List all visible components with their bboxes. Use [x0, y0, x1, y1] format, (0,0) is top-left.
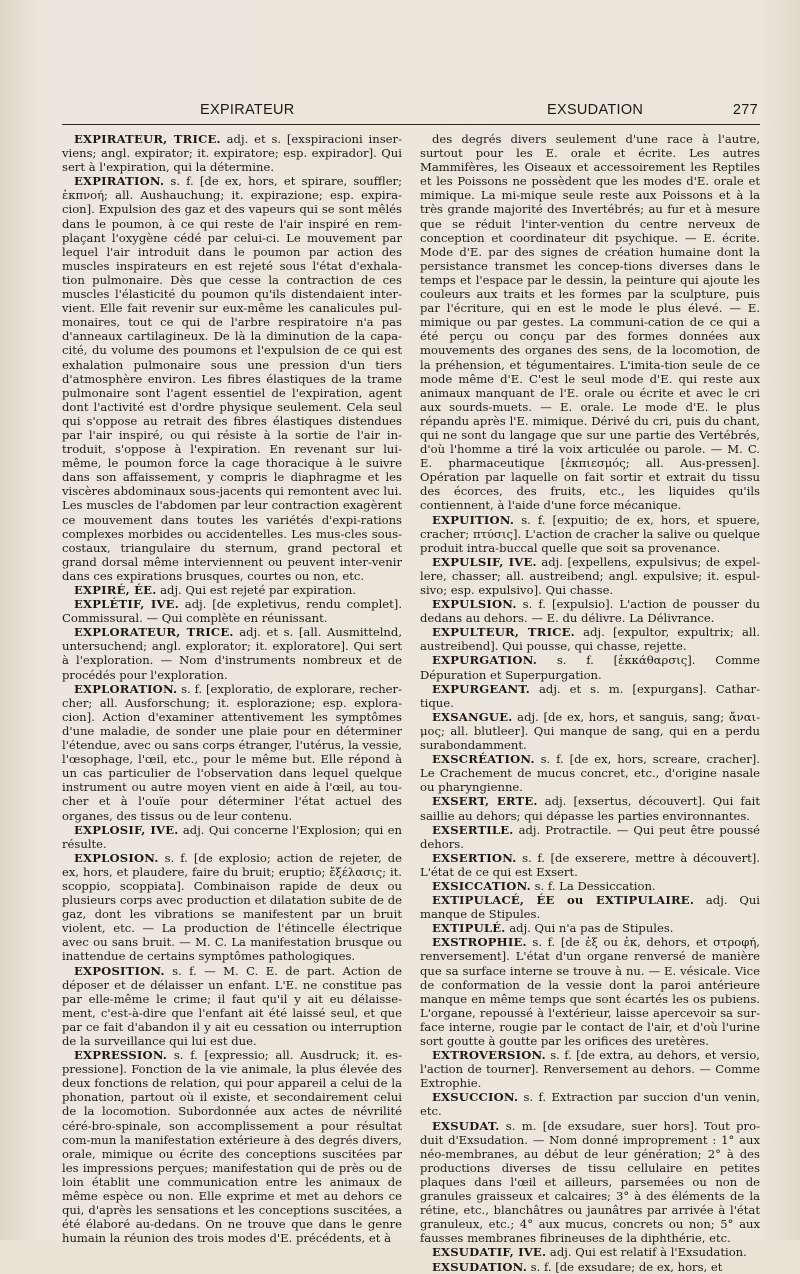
dictionary-entry	[420, 1090, 760, 1118]
entry-headword: EXPURGEANT.	[432, 681, 530, 696]
entry-text: adj. Qui concerne l'Explosion; qui en résulte.	[62, 822, 403, 851]
entry-text: adj. [expultor, expultrix; all. austreibend]. Qui pousse, qui chasse, rejette.	[420, 625, 760, 654]
entry-text: s. f. [de ἐξ ou ἐκ, dehors, et στροφή, renversement]. L'état d'un organe renversé de manière que sa surface interne se trouve à nu. — E. vésicale. Vice de conformation de la vessie dont la paroi antérieure manque en même temps que sont écartés les os pubiens. L'organe, repoussé à l'extérieur, laisse apercevoir sa sur-face interne, rougie par le contact de l'air, et d'où l'urine sort goutte à goutte par les orifices des uretères.	[420, 935, 760, 1048]
dictionary-entry	[62, 597, 402, 625]
entry-headword: EXPIRATEUR, TRICE.	[74, 132, 221, 146]
entry-text: s. f. [exploratio, de explorare, recher-cher; all. Ausforschung; it. esplorazione; esp. explora-cion]. Action d'examiner attentivement les symptômes d'une maladie, de sonder une plaie pour en déterminer l'étendue, avec ou sans corps étranger, l'utérus, la vessie, l'œsophage, l'œil, etc., pour le même but. Elle répond à un cas particulier de l'observation dans lequel quelque instrument ou autre moyen vient en aide à l'œil, au tou-cher et à l'ouïe pour déterminer l'état actuel des organes, des tissus ou de leur contenu.	[62, 681, 402, 823]
entry-headword: EXSERT, ERTE.	[432, 794, 538, 809]
left-column	[62, 132, 403, 1246]
right-running-headword: EXSUDATION	[547, 102, 644, 118]
dictionary-entry	[62, 964, 402, 1049]
entry-text: s. f. [de exsudare; de ex, hors, et	[530, 1259, 723, 1274]
entry-headword: EXSUDATIF, IVE.	[432, 1245, 547, 1260]
entry-text: adj. Qui manque de Stipules.	[420, 893, 760, 922]
dictionary-entry	[420, 935, 760, 1048]
entry-text: s. m. [de exsudare, suer hors]. Tout pro-duit d'Exsudation. — Nom donné improprement : 1° aux néo-membranes, au début de leur génération; 2° à des productions diverses de tissu cellulaire en petites plaques dans l'œil et ailleurs, parsemées ou non de granules graisseux et calcaires; 3° à des éléments de la rétine, etc., blanchâtres ou jaunâtres par arrivée à l'état granuleux, etc.; 4° aux mucus, concrets ou non; 5° aux fausses membranes fibrineuses de la diphthérie, etc.	[420, 1118, 760, 1246]
right-column	[420, 132, 761, 1274]
dictionary-entry	[62, 625, 402, 681]
dictionary-entry	[420, 1048, 760, 1090]
entry-text: des degrés divers seulement d'une race à l'autre, surtout pour les E. orale et écrite. Les autres Mammifères, les Oiseaux et accessoirement les Reptiles et les Poissons ne possèdent que les modes d'E. orale et mimique. La mi-mique seule reste aux Poissons et à la très grande majorité des Invertébrés; au fur et à mesure que se réduit l'inter-vention du centre nerveux de conception et coordinateur dit psychique. — E. écrite. Mode d'E. par des signes de création humaine dont la persistance transmet les concep-tions diverses dans le temps et l'espace par le dessin, la peinture qui ajoute les couleurs aux traits et les formes par la sculpture, puis par l'écriture, qui en est le mode le plus élevé. — E. mimique ou par gestes. La communi-cation de ce qui a été perçu ou conçu par des formes données aux mouvements des organes des sens, de la locomotion, de la préhension, et tégumentaires. L'imita-tion seule de ce mode même d'E. C'est le seul mode d'E. qui reste aux animaux manquant de l'E. orale ou écrite et avec le cri aux sourds-muets. — E. orale. Le mode d'E. le plus répandu après l'E. mimique. Dérivé du cri, puis du chant, qui ne sont du langage que sur une partie des Vertébrés, d'où l'homme a tiré la voix articulée ou parole. — M. C. E. pharmaceutique [ἐκπιεσμός; all. Aus-pressen]. Opération par laquelle on fait sortir et extrait du tissu des écorces, des fruits, etc., les liquides qu'ils contiennent, à l'aide d'une force mécanique.	[420, 132, 760, 513]
entry-headword: EXPRESSION.	[74, 1048, 168, 1063]
entry-text: adj. et s. [exspiracioni inser-viens; angl. expirator; it. expiratore; esp. expirador]. Qui sert à l'expiration, qui la détermine.	[62, 132, 403, 175]
entry-headword: EXTIPULACÉ, ÉE ou EXTIPULAIRE.	[432, 893, 695, 908]
dictionary-entry	[62, 823, 402, 851]
entry-text: s. f. [ἐκκάθαρσις]. Comme Dépuration et Superpurgation.	[420, 653, 760, 682]
entry-text: s. f. [expulsio]. L'action de pousser du dedans au dehors. — E. du délivre. La Délivrance.	[420, 597, 761, 626]
entry-text: adj. Qui n'a pas de Stipules.	[509, 921, 674, 936]
dictionary-entry	[420, 132, 760, 513]
entry-text: s. f. — M. C. E. de part. Action de déposer et de délaisser un enfant. L'E. ne constitue pas par elle-même le crime; il faut qu'il y ait eu délaisse-ment, c'est-à-dire que l'enfant ait été laissé seul, et que par ce fait d'abandon il y ait eu cessation ou interruption de la surveillance qui lui est due.	[62, 963, 402, 1048]
dictionary-entry	[420, 710, 760, 752]
entry-headword: EXPIRATION.	[74, 174, 165, 189]
dictionary-entry	[420, 653, 760, 681]
entry-headword: EXSUDATION.	[432, 1259, 527, 1274]
dictionary-entry	[420, 625, 760, 653]
entry-text: adj. Qui est rejeté par expiration.	[160, 583, 357, 597]
entry-text: s. f. Extraction par succion d'un venin, etc.	[420, 1090, 760, 1119]
dictionary-entry	[420, 921, 760, 935]
entry-headword: EXPULSION.	[432, 597, 517, 612]
page-number: 277	[732, 102, 758, 118]
dictionary-entry	[420, 513, 760, 555]
entry-text: adj. et s. [all. Ausmittelnd, untersuchend; angl. explorator; it. exploratore]. Qui sert à l'exploration. — Nom d'instruments nombreux et de procédés pour l'exploration.	[62, 625, 403, 682]
entry-headword: EXPULTEUR, TRICE.	[432, 625, 575, 640]
entry-headword: EXSUCCION.	[432, 1090, 519, 1105]
dictionary-entry	[420, 1245, 760, 1259]
entry-headword: EXPOSITION.	[74, 963, 165, 978]
entry-text: s. f. [de explosio; action de rejeter, de ex, hors, et plaudere, faire du bruit; eruptio; ἔξέλασις; it. scoppio, scoppiata]. Combinaison rapide de deux ou plusieurs corps avec production et dilatation subite de de gaz, dont les vibrations se manifestent par un bruit violent, etc. — La production de l'étincelle électrique avec ou sans bruit. — M. C. La manifestation brusque ou inattendue de certains symptômes pathologiques.	[62, 850, 402, 964]
dictionary-entry	[62, 583, 402, 597]
entry-text: s. f. [expressio; all. Ausdruck; it. es-pressione]. Fonction de la vie animale, la plus élevée des deux fonctions de relation, qui pour appareil a celui de la phonation, partout où il existe, et secondairement celui de la locomotion. Subordonnée aux actes de névrilité céré-bro-spinale, son accomplissement a pour résultat com-mun la manifestation extérieure à des degrés divers, orale, mimique ou écrite des conceptions suscitées par les impressions perçues; manifestation qui de près ou de loin établit une communication entre les animaux de même espèce ou non. Elle exprime et met au dehors ce qui, d'après les sensations et les conceptions suscitées, a été élaboré au-dedans. On ne trouve que dans le genre humain la réunion des trois modes d'E. précédents, et à	[62, 1048, 402, 1246]
entry-text: s. f. [de exserere, mettre à découvert]. L'état de ce qui est Exsert.	[420, 850, 760, 879]
entry-headword: EXPURGATION.	[432, 653, 537, 668]
dictionary-entry	[62, 1048, 402, 1245]
dictionary-entry	[420, 1260, 760, 1274]
entry-text: adj. Protractile. — Qui peut être poussé dehors.	[420, 822, 761, 851]
entry-headword: EXSANGUE.	[432, 709, 513, 724]
left-running-headword: EXPIRATEUR	[200, 102, 295, 118]
entry-text: s. f. [expuitio; de ex, hors, et spuere, cracher; πτύσις]. L'action de cracher la salive ou quelque produit intra-buccal quelle que soit sa provenance.	[420, 512, 760, 555]
dictionary-entry	[420, 1119, 760, 1246]
entry-headword: EXSTROPHIE.	[432, 935, 527, 950]
entry-headword: EXPULSIF, IVE.	[432, 554, 537, 569]
entry-headword: EXPLORATION.	[74, 681, 178, 696]
entry-text: adj. [de ex, hors, et sanguis, sang; ἄναι-μος; all. blutleer]. Qui manque de sang, qui en a perdu surabondamment.	[420, 709, 760, 753]
entry-text: s. f. [de ex, hors, screare, cracher]. Le Crachement de mucus concret, etc., d'origine nasale ou pharyngienne.	[420, 752, 760, 795]
dictionary-entry	[420, 682, 760, 710]
entry-headword: EXSUDAT.	[432, 1118, 500, 1133]
dictionary-entry	[62, 174, 402, 583]
running-head	[62, 100, 760, 125]
entry-headword: EXPLÉTIF, IVE.	[74, 597, 179, 612]
entry-headword: EXPIRÉ, ÉE.	[74, 583, 157, 597]
entry-text: adj. Qui est relatif à l'Exsudation.	[549, 1245, 747, 1260]
entry-headword: EXPUITION.	[432, 512, 515, 527]
entry-headword: EXPLORATEUR, TRICE.	[74, 625, 234, 640]
entry-text: s. f. [de extra, au dehors, et versio, l'action de tourner]. Renversement au dehors. — Comme Extrophie.	[420, 1048, 760, 1091]
entry-headword: EXSICCATION.	[432, 878, 531, 893]
entry-headword: EXSCRÉATION.	[432, 752, 535, 767]
dictionary-entry	[420, 823, 760, 851]
entry-headword: EXPLOSIF, IVE.	[74, 822, 179, 837]
entry-text: adj. [expellens, expulsivus; de expel-lere, chasser; all. austreibend; angl. expulsive; it. espul-sivo; esp. expulsivo]. Qui chasse.	[420, 554, 761, 597]
dictionary-entry	[62, 851, 402, 964]
dictionary-entry	[62, 132, 402, 174]
entry-text: adj. [exsertus, découvert]. Qui fait saillie au dehors; qui dépasse les parties environnantes.	[420, 794, 760, 823]
entry-text: adj. [de expletivus, rendu complet]. Commissural. — Qui complète en réunissant.	[62, 597, 403, 626]
entry-text: adj. et s. m. [expurgans]. Cathar-tique.	[420, 681, 761, 710]
entry-text: s. f. [de ex, hors, et spirare, souffler; ἐκπνοή; all. Aushauchung; it. expirazione; esp. expira-cion]. Expulsion des gaz et des vapeurs qui se sont mêlés dans le poumon, à ce qui reste de l'air inspiré en rem-plaçant l'oxygène cédé par celui-ci. Le mouvement par lequel l'air introduit dans le poumon par action des muscles inspirateurs en est rejeté sous l'état d'exhala-tion pulmonaire. Dès que cesse la contraction de ces muscles l'élasticité du poumon qu'ils distendaient inter-vient. Elle fait revenir sur eux-même les canalicules pul-monaires, tout ce qui de l'arbre respiratoire n'a pas d'anneaux cartilagineux. De là la diminution de la capa-cité, du volume des poumons et l'expulsion de ce qui est exhalation pulmonaire sous une pression d'un tiers d'atmosphère environ. Les fibres élastiques de la trame pulmonaire sont l'agent essentiel de l'expiration, agent dont l'activité est d'ordre physique seulement. Cela seul qui s'oppose au retrait des fibres élastiques distendues par l'air inspiré, ou qui résiste à la sortie de l'air in-troduit, s'oppose à l'expiration. En revenant sur lui-même, le poumon force la cage thoracique à le suivre dans son affaissement, y compris le diaphragme et les viscères abdominaux sous-jacents qui remontent avec lui. Les muscles de l'abdomen par leur contraction exagèrent ce mouvement dans toutes les variétés d'expi-rations complexes morbides ou accidentelles. Les mus-cles sous-costaux, triangulaire du sternum, grand pectoral et grand dorsal même interviennent ou peuvent inter-venir dans ces expirations brusques, courtes ou non, etc.	[62, 174, 403, 583]
entry-headword: EXTIPULÉ.	[432, 921, 506, 936]
dictionary-entry	[420, 555, 760, 597]
dictionary-entry	[420, 893, 760, 921]
entry-headword: EXSERTILE.	[432, 822, 514, 837]
dictionary-entry	[420, 851, 760, 879]
dictionary-entry	[62, 682, 402, 823]
two-column-body	[62, 132, 761, 1274]
entry-headword: EXTROVERSION.	[432, 1048, 546, 1063]
entry-text: s. f. La Dessiccation.	[534, 878, 656, 893]
dictionary-entry	[420, 752, 760, 794]
dictionary-entry	[420, 794, 760, 822]
entry-headword: EXPLOSION.	[74, 850, 159, 865]
dictionary-entry	[420, 879, 760, 893]
dictionary-entry	[420, 597, 760, 625]
entry-headword: EXSERTION.	[432, 850, 517, 865]
